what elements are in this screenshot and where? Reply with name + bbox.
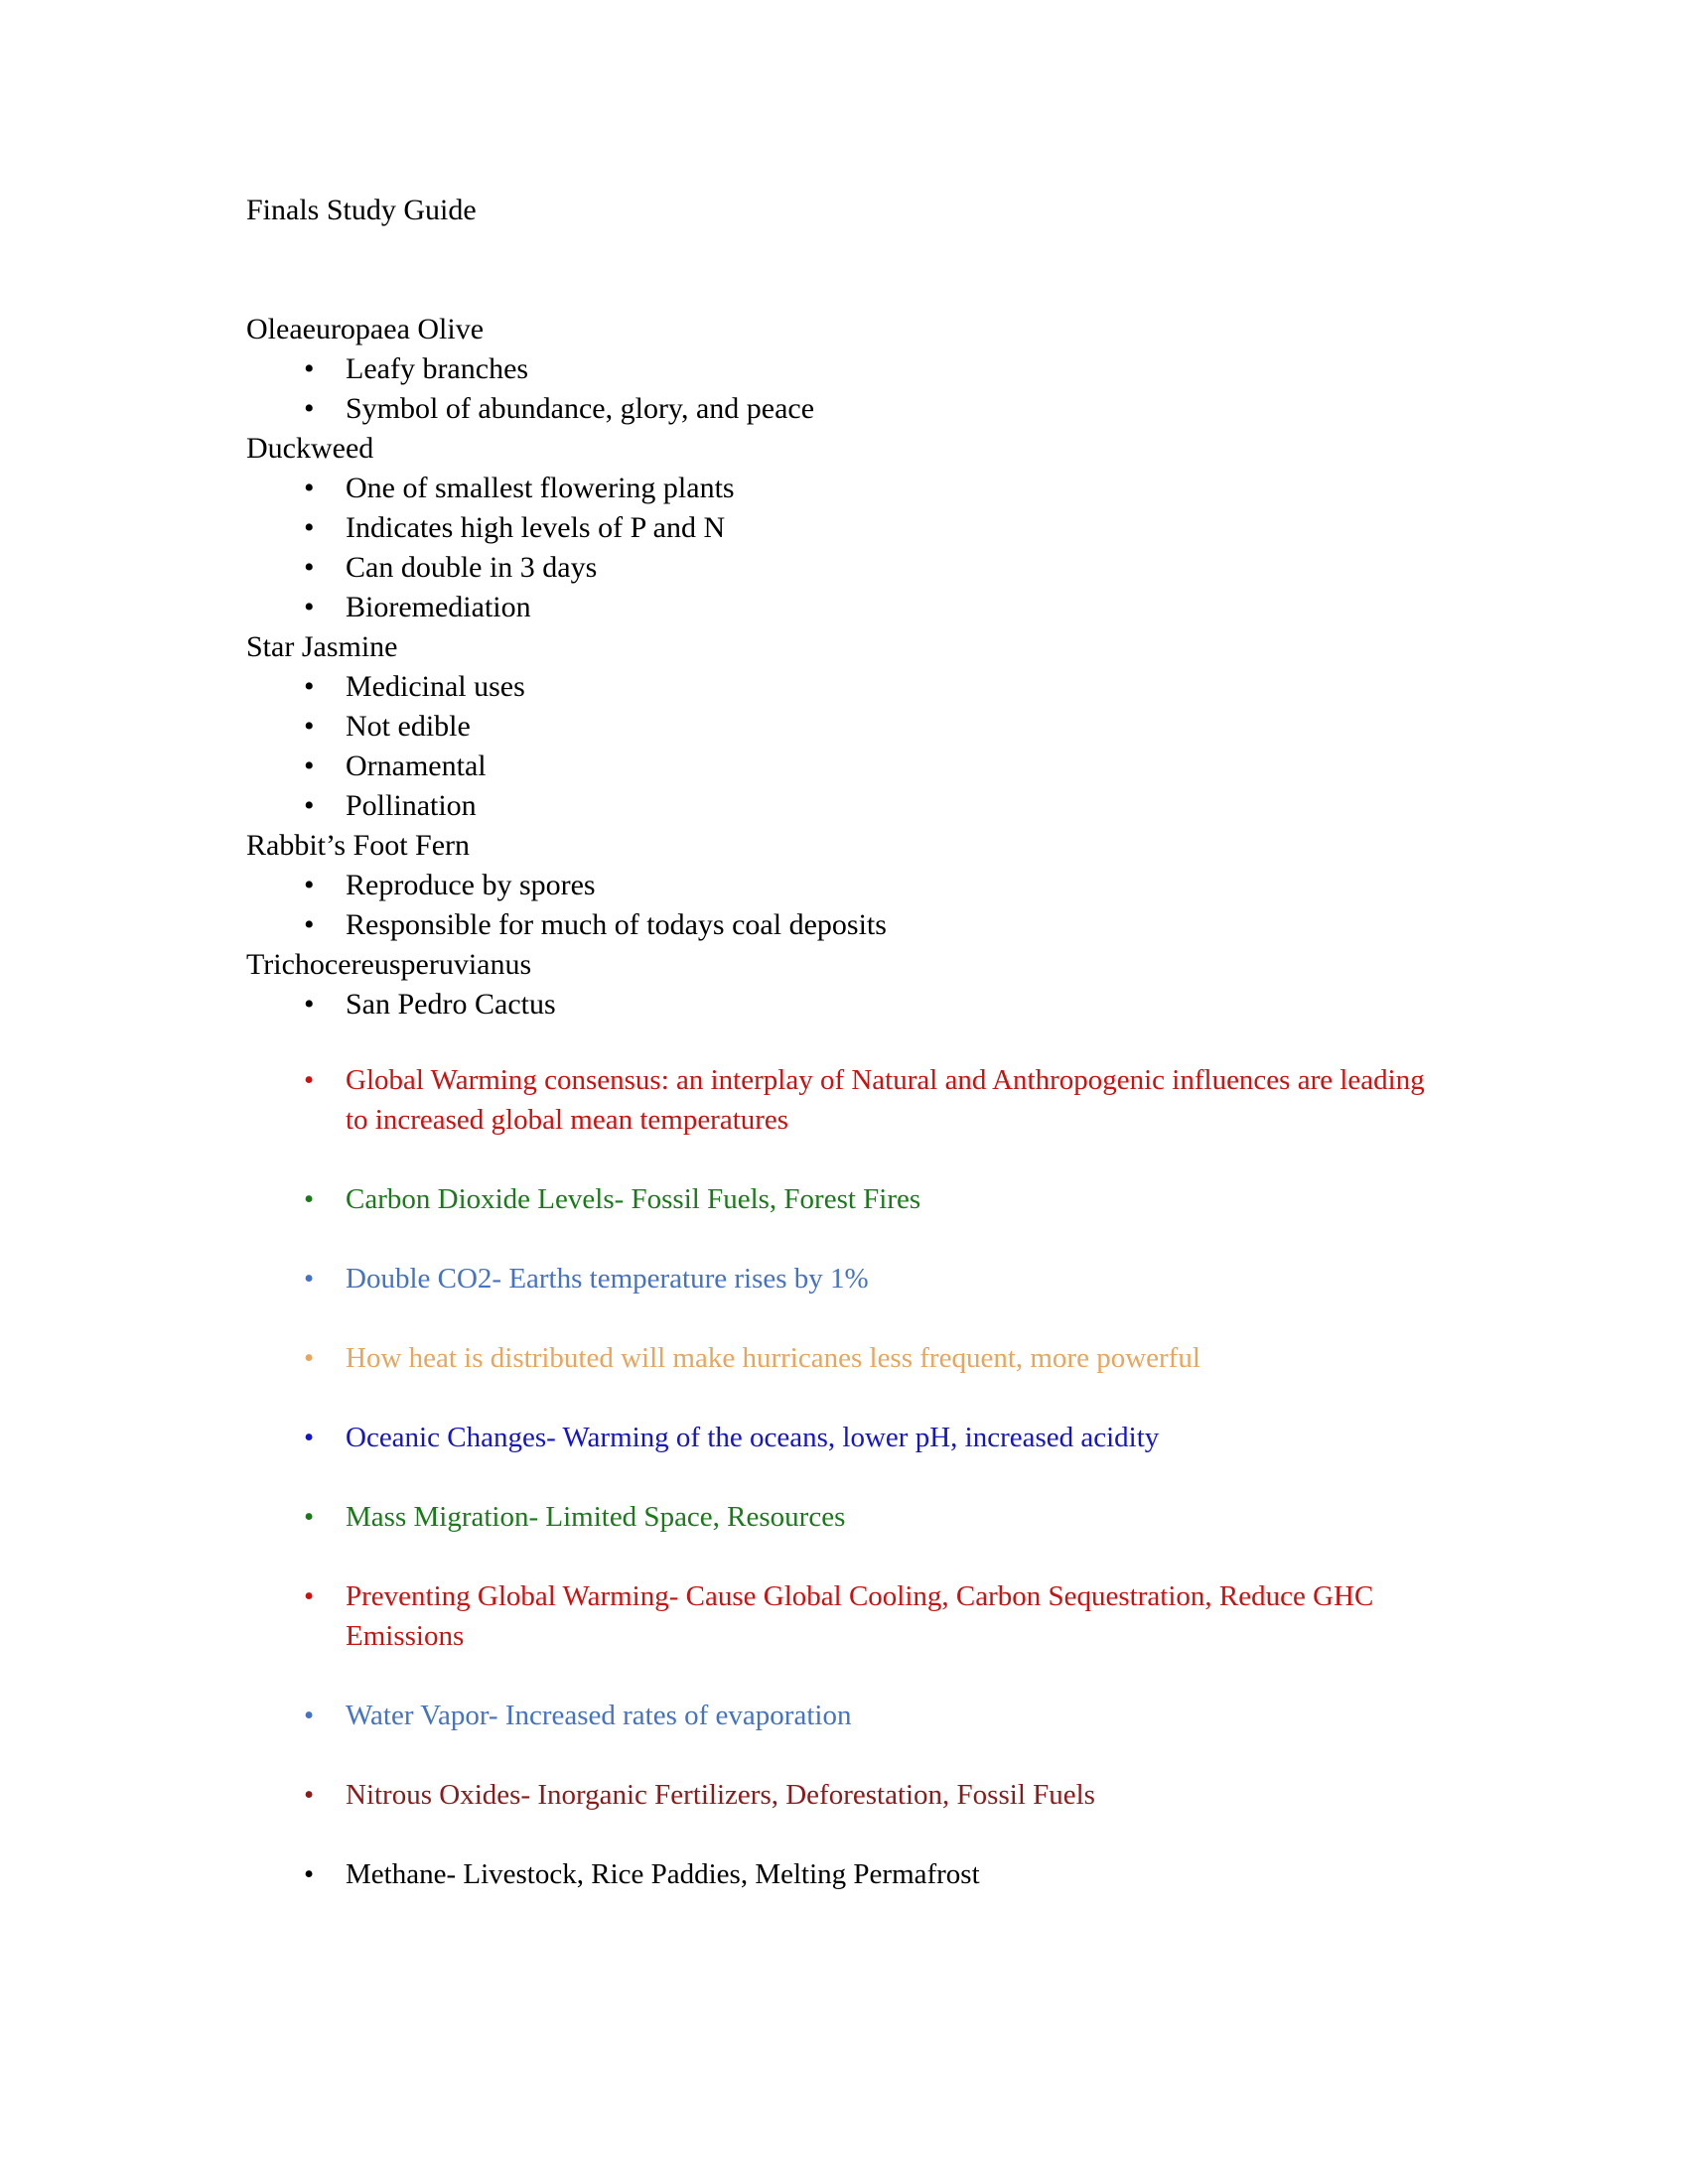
bullet-icon: • <box>304 908 315 941</box>
bullet-icon: • <box>304 392 315 425</box>
plant-heading: Rabbit’s Foot Fern <box>246 829 471 862</box>
bullet-icon: • <box>304 1183 315 1215</box>
climate-notes-section <box>246 1060 1438 1934</box>
climate-list-item-label: How heat is distributed will make hurricanes less frequent, more powerful <box>346 1342 1200 1374</box>
list-item <box>246 548 1418 588</box>
list-item <box>246 469 1418 508</box>
bullet-icon: • <box>304 869 315 901</box>
page-title: Finals Study Guide <box>246 194 477 226</box>
list-item-label: Leafy branches <box>346 352 529 385</box>
plant-heading: Trichocereusperuvianus <box>246 948 532 981</box>
list-item-label: Indicates high levels of P and N <box>346 511 726 544</box>
bullet-icon: • <box>304 591 315 623</box>
climate-list-item-label: Carbon Dioxide Levels- Fossil Fuels, Forest Fires <box>346 1183 921 1215</box>
climate-list-item-label: Double CO2- Earths temperature rises by 1% <box>346 1263 869 1295</box>
list-item-label: San Pedro Cactus <box>346 988 556 1021</box>
plant-heading: Star Jasmine <box>246 630 398 663</box>
plant-bullet-list <box>246 469 1418 627</box>
list-item-label: One of smallest flowering plants <box>346 472 735 504</box>
list-item-label: Can double in 3 days <box>346 551 598 584</box>
climate-list-item <box>246 1696 1438 1735</box>
list-item <box>246 786 1418 826</box>
climate-list-item <box>246 1854 1438 1894</box>
list-item <box>246 588 1418 627</box>
climate-list-item <box>246 1060 1438 1140</box>
climate-list-item-label: Preventing Global Warming- Cause Global Cooling, Carbon Sequestration, Reduce GHC Emissions <box>346 1580 1374 1652</box>
list-item-label: Bioremediation <box>346 591 531 623</box>
climate-list-item-label: Water Vapor- Increased rates of evaporation <box>346 1700 852 1731</box>
bullet-icon: • <box>304 1580 315 1612</box>
list-item <box>246 707 1418 747</box>
climate-list-item-label: Global Warming consensus: an interplay of Natural and Anthropogenic influences are leading to increased global mean temperatures <box>346 1064 1425 1136</box>
list-item-label: Pollination <box>346 789 477 822</box>
bullet-icon: • <box>304 1700 315 1731</box>
plant-group <box>246 627 1418 826</box>
list-item <box>246 508 1418 548</box>
climate-list-item <box>246 1576 1438 1656</box>
list-item <box>246 349 1418 389</box>
list-item-label: Medicinal uses <box>346 670 525 703</box>
climate-list-item-label: Nitrous Oxides- Inorganic Fertilizers, Deforestation, Fossil Fuels <box>346 1779 1095 1811</box>
climate-list-item-label: Mass Migration- Limited Space, Resources <box>346 1501 846 1533</box>
bullet-icon: • <box>304 551 315 584</box>
plant-group <box>246 310 1418 429</box>
list-item <box>246 985 1418 1024</box>
bullet-icon: • <box>304 1064 315 1096</box>
list-item-label: Responsible for much of todays coal deposits <box>346 908 887 941</box>
bullet-icon: • <box>304 988 315 1021</box>
list-item <box>246 747 1418 786</box>
climate-list-item <box>246 1775 1438 1815</box>
list-item <box>246 389 1418 429</box>
bullet-icon: • <box>304 352 315 385</box>
climate-list-item-label: Methane- Livestock, Rice Paddies, Melting Permafrost <box>346 1858 980 1890</box>
climate-list-item <box>246 1418 1438 1457</box>
plant-bullet-list <box>246 866 1418 945</box>
plant-group <box>246 429 1418 627</box>
bullet-icon: • <box>304 511 315 544</box>
bullet-icon: • <box>304 670 315 703</box>
list-item <box>246 905 1418 945</box>
climate-list-item <box>246 1259 1438 1298</box>
bullet-icon: • <box>304 710 315 743</box>
plant-heading: Duckweed <box>246 432 374 465</box>
climate-list-item-label: Oceanic Changes- Warming of the oceans, lower pH, increased acidity <box>346 1422 1160 1453</box>
climate-list-item <box>246 1338 1438 1378</box>
list-item <box>246 866 1418 905</box>
climate-list-item <box>246 1497 1438 1537</box>
plant-bullet-list <box>246 985 1418 1024</box>
plant-group <box>246 945 1418 1024</box>
climate-list-item <box>246 1179 1438 1219</box>
list-item-label: Ornamental <box>346 750 487 782</box>
plant-bullet-list <box>246 667 1418 826</box>
plant-group <box>246 826 1418 945</box>
bullet-icon: • <box>304 750 315 782</box>
bullet-icon: • <box>304 1501 315 1533</box>
plant-bullet-list <box>246 349 1418 429</box>
list-item-label: Symbol of abundance, glory, and peace <box>346 392 815 425</box>
bullet-icon: • <box>304 789 315 822</box>
bullet-icon: • <box>304 472 315 504</box>
list-item <box>246 667 1418 707</box>
plant-heading: Oleaeuropaea Olive <box>246 313 485 345</box>
list-item-label: Reproduce by spores <box>346 869 596 901</box>
bullet-icon: • <box>304 1263 315 1295</box>
bullet-icon: • <box>304 1342 315 1374</box>
bullet-icon: • <box>304 1422 315 1453</box>
bullet-icon: • <box>304 1779 315 1811</box>
list-item-label: Not edible <box>346 710 471 743</box>
bullet-icon: • <box>304 1858 315 1890</box>
plant-outline-section <box>246 310 1418 1024</box>
